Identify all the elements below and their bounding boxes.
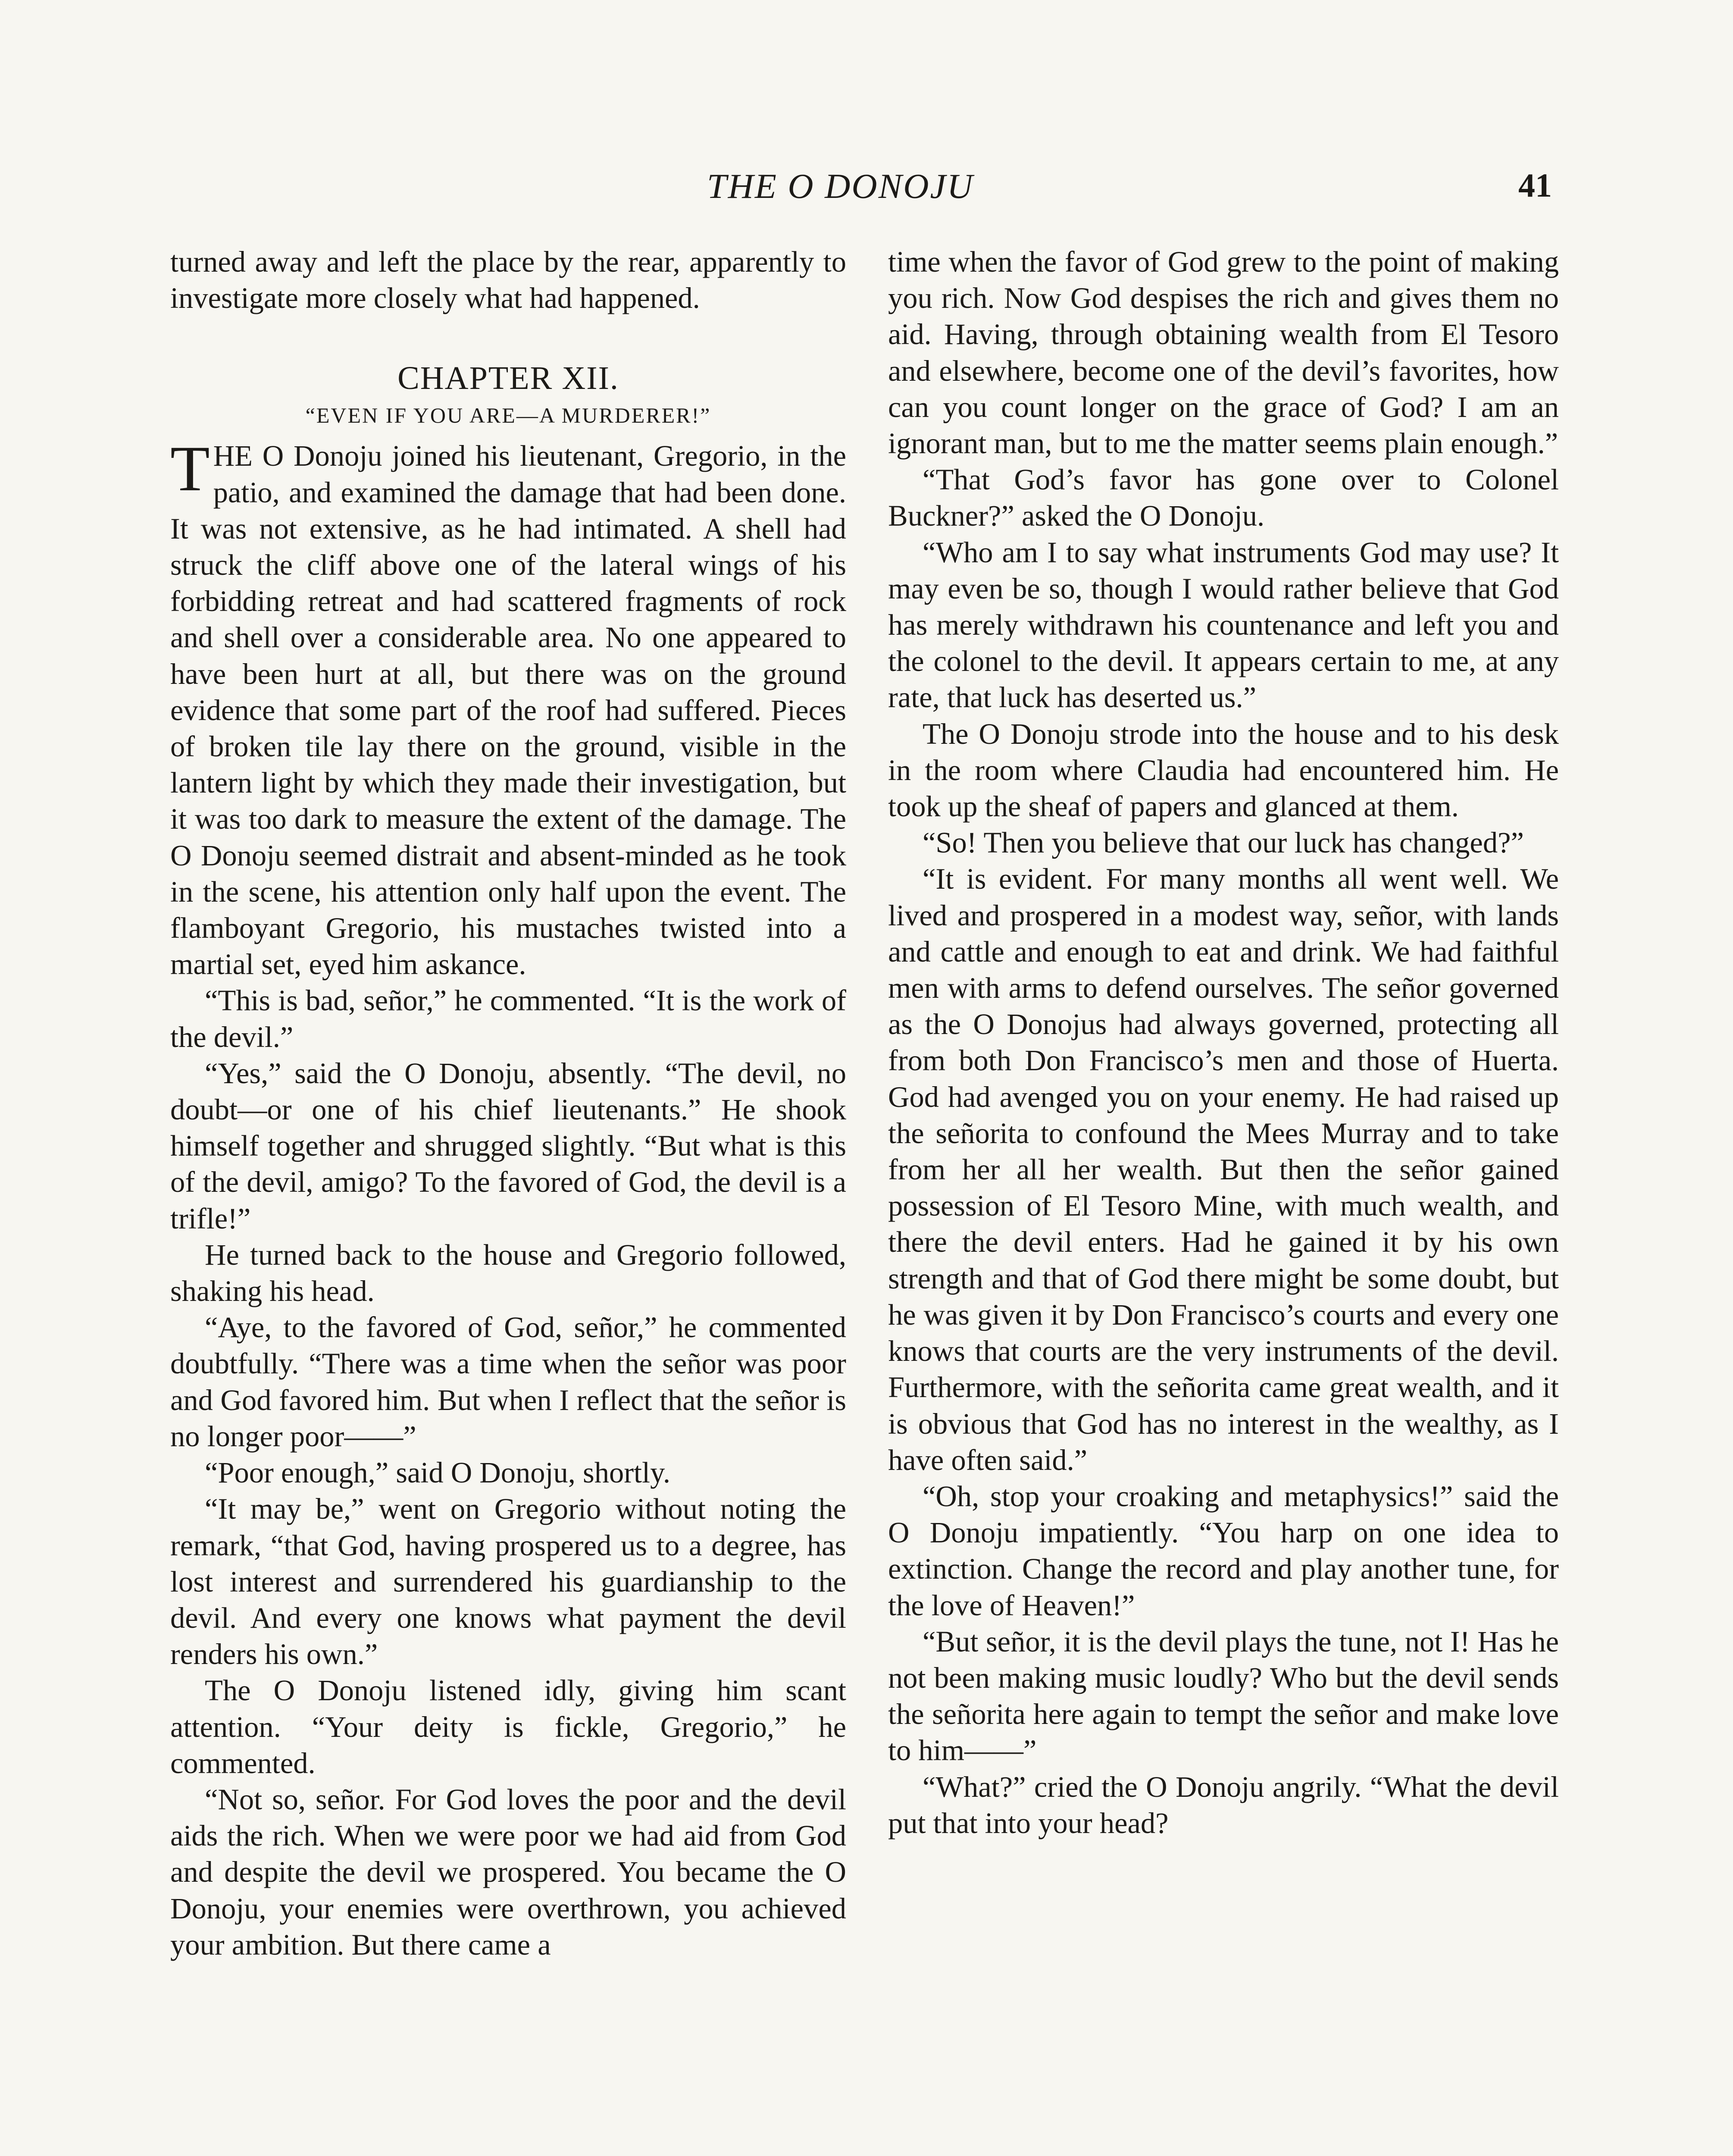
paragraph: The O Donoju listened idly, giving him scant attention. “Your deity is fickle, Gregorio,” he commented.: [170, 1674, 846, 1780]
paragraph: The O Donoju strode into the house and to his desk in the room where Claudia had encountered him. He took up the sheaf of papers and glanced at them.: [888, 717, 1559, 823]
page-header: [0, 166, 1733, 209]
paragraph: “What?” cried the O Donoju angrily. “What the devil put that into your head?: [888, 1770, 1559, 1839]
paragraph: “Oh, stop your croaking and metaphysics!” said the O Donoju impatiently. “You harp on one idea to extinction. Change the record and play another tune, for the love of Heaven!”: [888, 1479, 1559, 1622]
paragraph: “Aye, to the favored of God, señor,” he commented doubtfully. “There was a time when the señor was poor and God favored him. But when I reflect that the señor is no longer poor——”: [170, 1311, 846, 1453]
paragraph: time when the favor of God grew to the point of making you rich. Now God despises the rich and gives them no aid. Having, through obtaining wealth from El Tesoro and elsewhere, become one of the devil’s favorites, how can you count longer on the grace of God? I am an ignorant man, but to me the matter seems plain enough.”: [888, 245, 1559, 460]
opening-paragraph: [170, 433, 846, 982]
running-title: THE O DONOJU: [707, 166, 974, 206]
paragraph: “It may be,” went on Gregorio without noting the remark, “that God, having prospered us to a degree, has lost interest and surrendered his guardianship to the devil. And every one knows what payment the devil renders his own.”: [170, 1492, 846, 1671]
paragraph: “That God’s favor has gone over to Colonel Buckner?” asked the O Donoju.: [888, 463, 1559, 533]
paragraph: “Not so, señor. For God loves the poor and the devil aids the rich. When we were poor we had aid from God and despite the devil we prospered. You became the O Donoju, your enemies were overthrown, you achieved your ambition. But there came a: [170, 1783, 846, 1961]
paragraph: “So! Then you believe that our luck has changed?”: [923, 826, 1524, 859]
opening-paragraph-text: HE O Donoju joined his lieutenant, Gregorio, in the patio, and examined the damage that had been done. It was not extensive, as he had intimated. A shell had struck the cliff above one of the lateral wings of his forbidding retreat and had scattered fragments of rock and shell over a considerable area. No one appeared to have been hurt at all, but there was on the ground evidence that some part of the roof had suffered. Pieces of broken tile lay there on the ground, visible in the lantern light by which they made their investigation, but it was too dark to measure the extent of the damage. The O Donoju seemed distrait and absent-minded as he took in the scene, his attention only half upon the event. The flamboyant Gregorio, his mustaches twisted into a martial set, eyed him askance.: [170, 439, 846, 981]
chapter-title: CHAPTER XII.: [397, 360, 619, 397]
paragraph: “It is evident. For many months all went well. We lived and prospered in a modest way, señor, with lands and cattle and enough to eat and drink. We had faithful men with arms to defend ourselves. The señor governed as the O Donojus had always governed, protecting all from both Don Francisco’s men and those of Huerta. God had avenged you on your enemy. He had raised up the señorita to confound the Mees Murray and to take from her all her wealth. But then the señor gained possession of El Tesoro Mine, with much wealth, and there the devil enters. Had he gained it by his own strength and that of God there might be some doubt, but he was given it by Don Francisco’s courts and every one knows that courts are the very instruments of the devil. Furthermore, with the señorita came great wealth, and it is obvious that God has no interest in the wealthy, as I have often said.”: [888, 862, 1559, 1476]
chapter-subtitle: “EVEN IF YOU ARE—A MURDERER!”: [305, 403, 711, 428]
paragraph: “This is bad, señor,” he commented. “It is the work of the devil.”: [170, 984, 846, 1053]
paragraph: “Poor enough,” said O Donoju, shortly.: [205, 1456, 671, 1489]
paragraph: “Yes,” said the O Donoju, absently. “The devil, no doubt—or one of his chief lieutenants.” He shook himself together and shrugged slightly. “But what is this of the devil, amigo? To the favored of God, the devil is a trifle!”: [170, 1056, 846, 1235]
drop-cap: T: [170, 433, 210, 505]
right-column: [888, 244, 1559, 1841]
paragraph: He turned back to the house and Gregorio followed, shaking his head.: [170, 1238, 846, 1308]
paragraph: “But señor, it is the devil plays the tune, not I! Has he not been making music loudly? Who but the devil sends the señorita here again to tempt the señor and make love to him——”: [888, 1625, 1559, 1767]
paragraph: turned away and left the place by the rear, apparently to investigate more closely what had happened.: [170, 245, 846, 315]
left-column: [170, 244, 846, 1963]
page-number: 41: [1518, 166, 1552, 204]
paragraph: “Who am I to say what instruments God may use? It may even be so, though I would rather believe that God has merely withdrawn his countenance and left you and the colonel to the devil. It appears certain to me, at any rate, that luck has deserted us.”: [888, 536, 1559, 714]
